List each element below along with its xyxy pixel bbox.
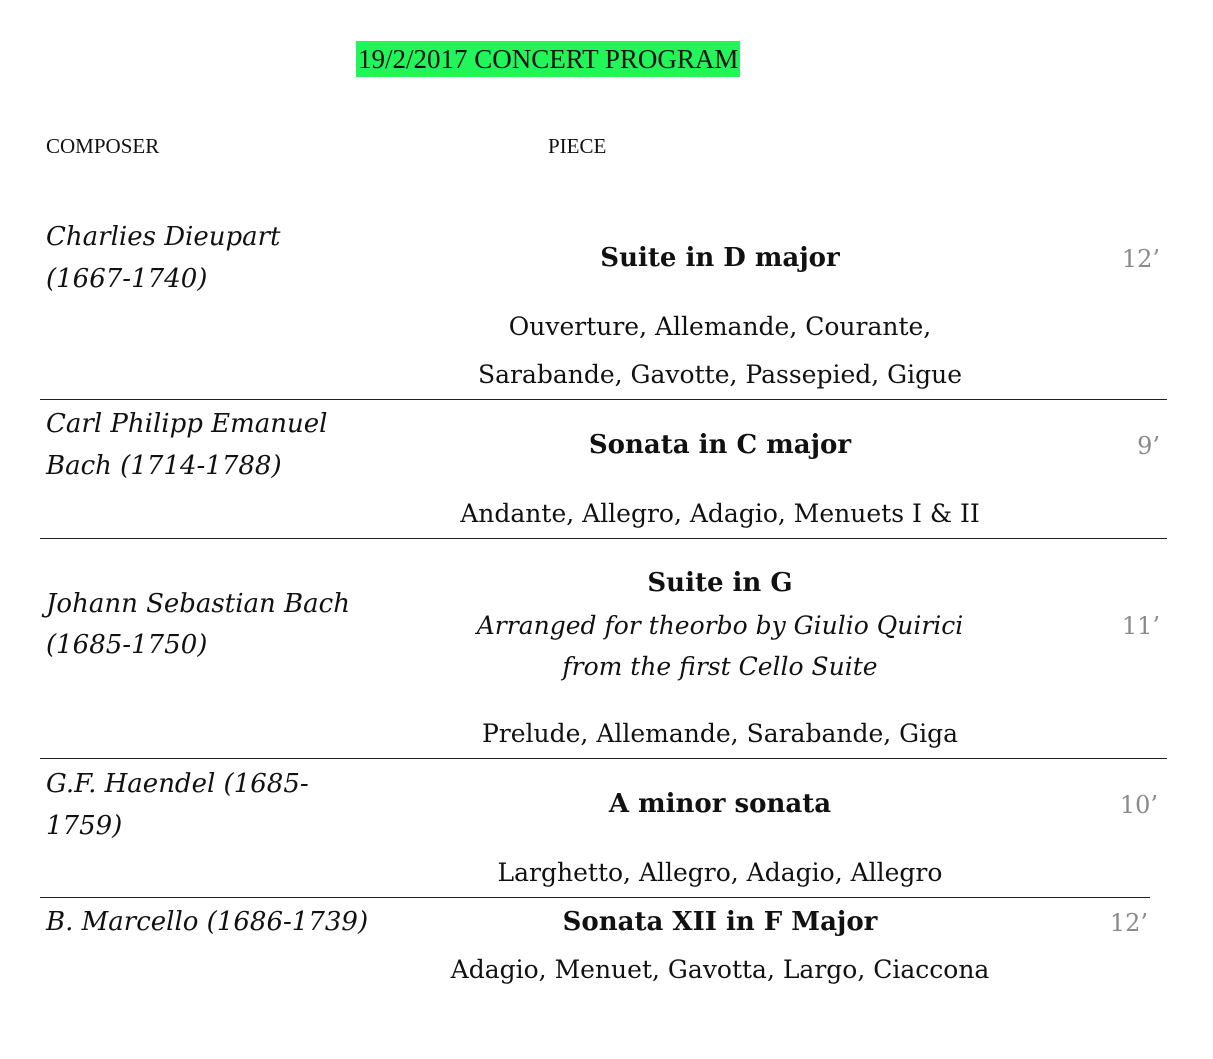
duration: 10’: [1119, 791, 1158, 819]
piece-title: A minor sonata: [608, 789, 832, 819]
movements: Prelude, Allemande, Sarabande, Giga: [481, 719, 959, 748]
row-divider: [40, 897, 1150, 898]
duration: 11’: [1121, 612, 1160, 640]
movements: Ouverture, Allemande, Courante,: [508, 312, 932, 341]
row-divider: [40, 758, 1167, 759]
composer-name: G.F. Haendel (1685-: [46, 769, 309, 799]
composer-name: B. Marcello (1686-1739): [46, 907, 369, 937]
composer-name: Carl Philipp Emanuel: [46, 409, 328, 439]
movements: Adagio, Menuet, Gavotta, Largo, Ciaccona: [450, 955, 990, 984]
composer-column-header: COMPOSER: [46, 134, 160, 158]
piece-title: Suite in G: [647, 568, 793, 598]
composer-dates: Bach (1714-1788): [46, 451, 282, 481]
composer-dates: 1759): [46, 811, 123, 841]
duration: 9’: [1137, 432, 1160, 460]
piece-column-header: PIECE: [548, 134, 607, 158]
row-divider: [40, 399, 1167, 400]
piece-subtitle: Arranged for theorbo by Giulio Quirici: [476, 611, 964, 640]
row-divider: [40, 538, 1167, 539]
piece-subtitle: from the first Cello Suite: [562, 652, 878, 681]
duration: 12’: [1121, 245, 1160, 273]
movements: Larghetto, Allegro, Adagio, Allegro: [497, 858, 943, 887]
composer-dates: (1667-1740): [46, 264, 208, 294]
duration: 12’: [1109, 909, 1148, 937]
piece-title: Suite in D major: [600, 243, 840, 273]
page-title: 19/2/2017 CONCERT PROGRAM: [356, 41, 740, 77]
composer-dates: (1685-1750): [46, 630, 208, 660]
piece-title: Sonata XII in F Major: [562, 907, 878, 937]
movements: Andante, Allegro, Adagio, Menuets I & II: [460, 499, 980, 528]
movements: Sarabande, Gavotte, Passepied, Gigue: [477, 360, 963, 389]
piece-title: Sonata in C major: [588, 430, 852, 460]
composer-name: Johann Sebastian Bach: [46, 589, 350, 619]
composer-name: Charlies Dieupart: [46, 222, 281, 252]
